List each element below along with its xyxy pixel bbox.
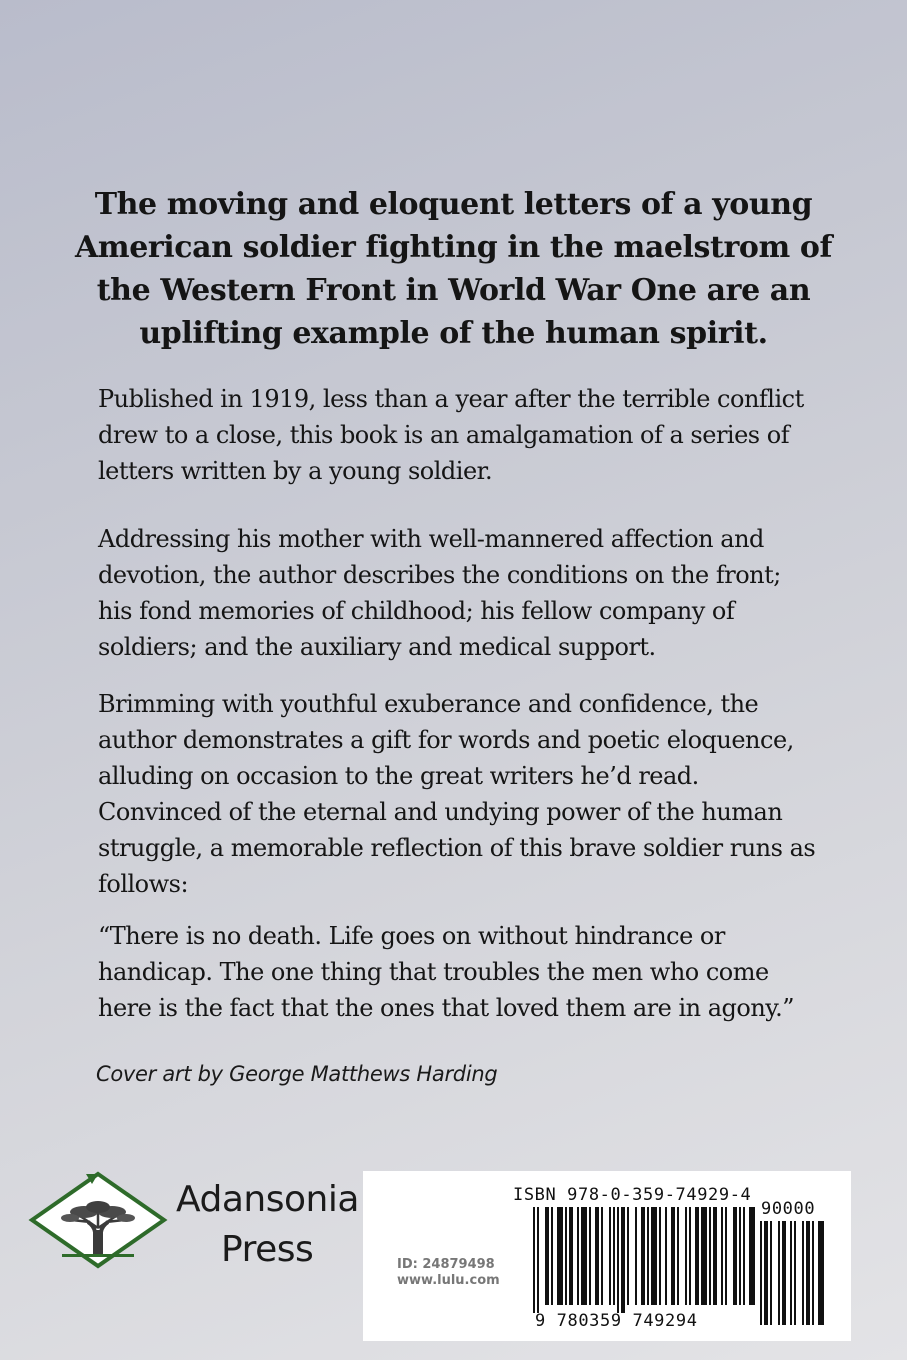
barcode-bar xyxy=(733,1207,737,1305)
barcode-bar xyxy=(709,1207,711,1305)
barcode-bar xyxy=(713,1207,717,1305)
barcode-bar xyxy=(802,1221,804,1325)
barcode-bar xyxy=(721,1207,723,1305)
barcode-bar xyxy=(601,1207,603,1305)
barcode-bar xyxy=(569,1207,573,1305)
barcode-bar xyxy=(685,1207,687,1305)
barcode-bar xyxy=(551,1207,553,1305)
headline: The moving and eloquent letters of a young American soldier fighting in the maelstrom of the Western Front in World War One are an uplifting example of the human spirit. xyxy=(74,187,833,351)
barcode-bar xyxy=(565,1207,567,1305)
barcode-bar xyxy=(794,1221,796,1325)
barcode-bar xyxy=(647,1207,649,1305)
barcode-bar xyxy=(671,1207,675,1305)
paragraph-author: Brimming with youthful exuberance and confidence, the author demonstrates a gift for words and poetic eloquence, alluding on occasion to the great writers he’d read. Convinced of the eternal and undying power of the human struggle, a memorable reflection of this brave soldier runs as follows: xyxy=(98,690,816,898)
barcode-bar xyxy=(581,1207,587,1305)
barcode-bar xyxy=(595,1207,599,1305)
price-code: 90000 xyxy=(761,1199,816,1219)
barcode-bar xyxy=(557,1207,563,1305)
ean-barcode xyxy=(533,1207,755,1313)
ean-digits: 9 780359 749294 xyxy=(535,1311,698,1331)
barcode-panel xyxy=(363,1171,851,1341)
barcode-bar xyxy=(577,1207,579,1305)
lulu-id-block xyxy=(397,1257,500,1289)
barcode-bar xyxy=(743,1207,745,1305)
lulu-id: ID: 24879498 xyxy=(397,1257,495,1272)
barcode-bar xyxy=(764,1221,768,1325)
barcode-bar xyxy=(790,1221,792,1325)
barcode-bar xyxy=(617,1207,619,1313)
barcode-bar xyxy=(806,1221,810,1325)
publisher-line2: Press xyxy=(221,1229,314,1270)
barcode-bar xyxy=(659,1207,661,1305)
paragraph-publication: Published in 1919, less than a year after the terrible conflict drew to a close, this book is an amalgamation of a series of letters written by a young soldier. xyxy=(98,385,804,485)
barcode-bar xyxy=(641,1207,645,1305)
barcode-bar xyxy=(695,1207,699,1305)
barcode-bar xyxy=(545,1207,549,1305)
barcode-bar xyxy=(627,1207,629,1305)
barcode-bar xyxy=(609,1207,611,1305)
barcode-bar xyxy=(635,1207,637,1305)
barcode-bar xyxy=(621,1207,625,1313)
price-barcode xyxy=(760,1221,836,1333)
barcode-bar xyxy=(677,1207,679,1305)
barcode-bar xyxy=(689,1207,691,1305)
isbn-number: ISBN 978-0-359-74929-4 xyxy=(513,1185,752,1205)
barcode-bar xyxy=(665,1207,667,1305)
lulu-site: www.lulu.com xyxy=(397,1273,500,1288)
barcode-bar xyxy=(812,1221,814,1325)
publisher-line1: Adansonia xyxy=(176,1179,359,1220)
barcode-bar xyxy=(739,1207,741,1305)
barcode-bar xyxy=(651,1207,657,1305)
barcode-bar xyxy=(537,1207,539,1313)
barcode-bar xyxy=(701,1207,707,1305)
barcode-bar xyxy=(613,1207,615,1305)
barcode-bar xyxy=(778,1221,780,1325)
barcode-bar xyxy=(725,1207,727,1305)
barcode-bar xyxy=(770,1221,772,1325)
barcode-bar xyxy=(818,1221,824,1325)
cover-art-credit: Cover art by George Matthews Harding xyxy=(96,1062,498,1086)
barcode-bar xyxy=(749,1207,755,1305)
barcode-bar xyxy=(782,1221,786,1325)
publisher-name xyxy=(176,1175,359,1275)
barcode-bar xyxy=(589,1207,591,1305)
paragraph-mother: Addressing his mother with well-mannered affection and devotion, the author describes the conditions on the front; his fond memories of childhood; his fellow company of soldiers; and the auxiliary and medical support. xyxy=(98,525,781,661)
baobab-tree-icon xyxy=(28,1170,168,1270)
barcode-bar xyxy=(533,1207,535,1313)
paragraph-quote: “There is no death. Life goes on without hindrance or handicap. The one thing that troubles the men who come here is the fact that the ones that loved them are in agony.” xyxy=(98,922,795,1022)
barcode-bar xyxy=(760,1221,762,1325)
